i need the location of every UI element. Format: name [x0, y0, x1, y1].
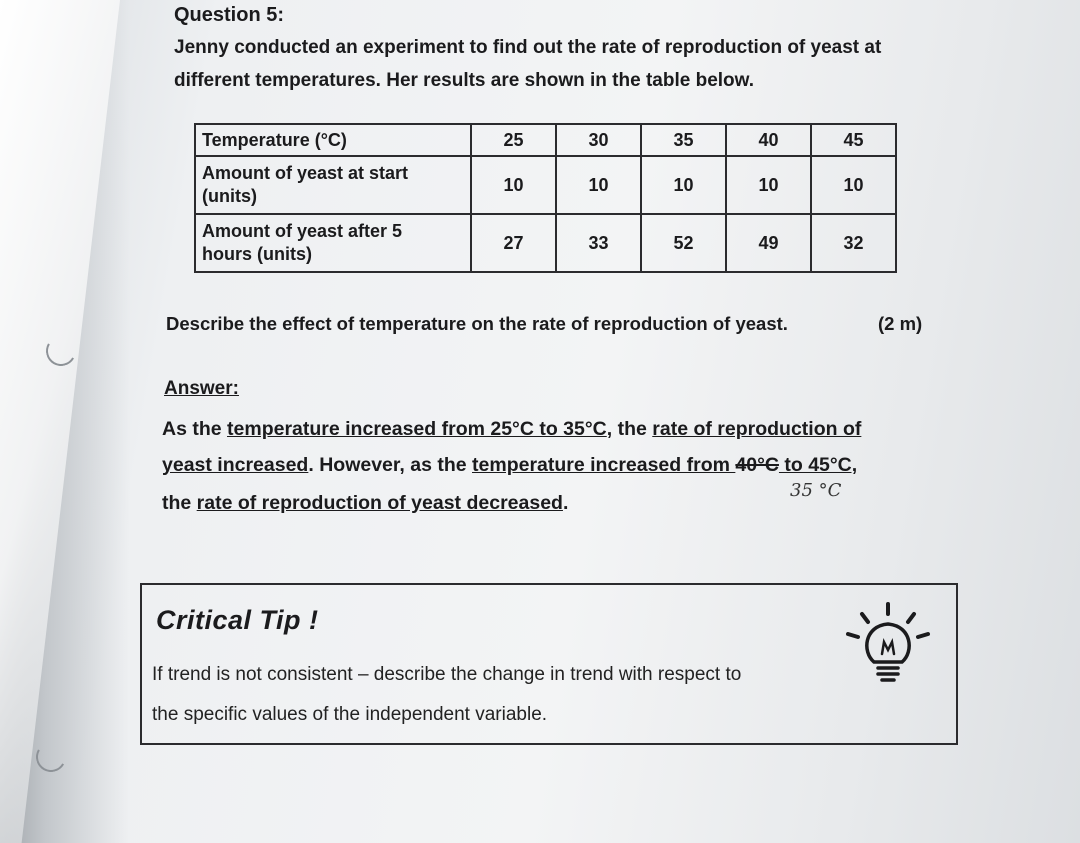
table-cell: 25: [471, 124, 556, 156]
lightbulb-icon: [840, 600, 936, 696]
row-header: [195, 214, 471, 272]
answer-underlined-text: temperature increased from: [472, 454, 736, 476]
tip-text-line-1: If trend is not consistent – describe the change in trend with respect to: [152, 664, 742, 685]
row-header-line: Amount of yeast at start: [202, 163, 409, 184]
answer-underlined-text: yeast increased: [162, 454, 309, 476]
answer-text: the: [162, 492, 197, 514]
table-cell: 45: [811, 124, 896, 156]
marks-label: (2 m): [878, 313, 923, 334]
question-title: Question 5:: [174, 4, 285, 26]
table-row: [195, 124, 896, 156]
answer-line-2: [162, 454, 857, 477]
answer-line-3: [162, 492, 568, 515]
handwritten-correction: 35 °C: [790, 480, 842, 501]
answer-line-1: [162, 418, 861, 441]
answer-label: Answer:: [164, 378, 239, 399]
answer-text: , the: [606, 418, 653, 440]
table-cell: 27: [471, 214, 556, 272]
table-cell: 32: [811, 214, 896, 272]
answer-underlined-text: to 45°C,: [778, 454, 858, 476]
table-cell: 10: [811, 156, 896, 214]
answer-underlined-text: rate of reproduction of: [652, 418, 862, 440]
row-header-line: hours (units): [202, 244, 312, 265]
table-cell: 30: [556, 124, 641, 156]
question-text-line-2: different temperatures. Her results are shown in the table below.: [174, 70, 754, 91]
table-cell: 40: [726, 124, 811, 156]
table-row: [195, 156, 896, 214]
table-cell: 33: [556, 214, 641, 272]
answer-text: .: [562, 492, 569, 514]
table-cell: 10: [726, 156, 811, 214]
row-header-line: Amount of yeast after 5: [202, 221, 403, 242]
results-table: [194, 123, 897, 273]
table-cell: 52: [641, 214, 726, 272]
table-row: [195, 214, 896, 272]
table-cell: 10: [471, 156, 556, 214]
table-cell: 35: [641, 124, 726, 156]
answer-underlined-text: temperature increased from 25°C to 35°C: [227, 418, 607, 440]
table-cell: 10: [641, 156, 726, 214]
table-cell: 10: [556, 156, 641, 214]
answer-text: As the: [162, 418, 228, 440]
row-header: Temperature (°C): [195, 124, 471, 156]
table-cell: 49: [726, 214, 811, 272]
row-header-line: (units): [202, 186, 257, 207]
tip-title: Critical Tip !: [156, 605, 319, 635]
struck-text: 40°C: [735, 454, 779, 476]
tip-text-line-2: the specific values of the independent variable.: [152, 704, 548, 725]
prompt-text: Describe the effect of temperature on the rate of reproduction of yeast.: [166, 313, 788, 334]
answer-text: . However, as the: [308, 454, 473, 476]
question-text-line-1: Jenny conducted an experiment to find out the rate of reproduction of yeast at: [174, 37, 882, 58]
row-header: [195, 156, 471, 214]
answer-underlined-text: rate of reproduction of yeast decreased: [196, 492, 563, 514]
